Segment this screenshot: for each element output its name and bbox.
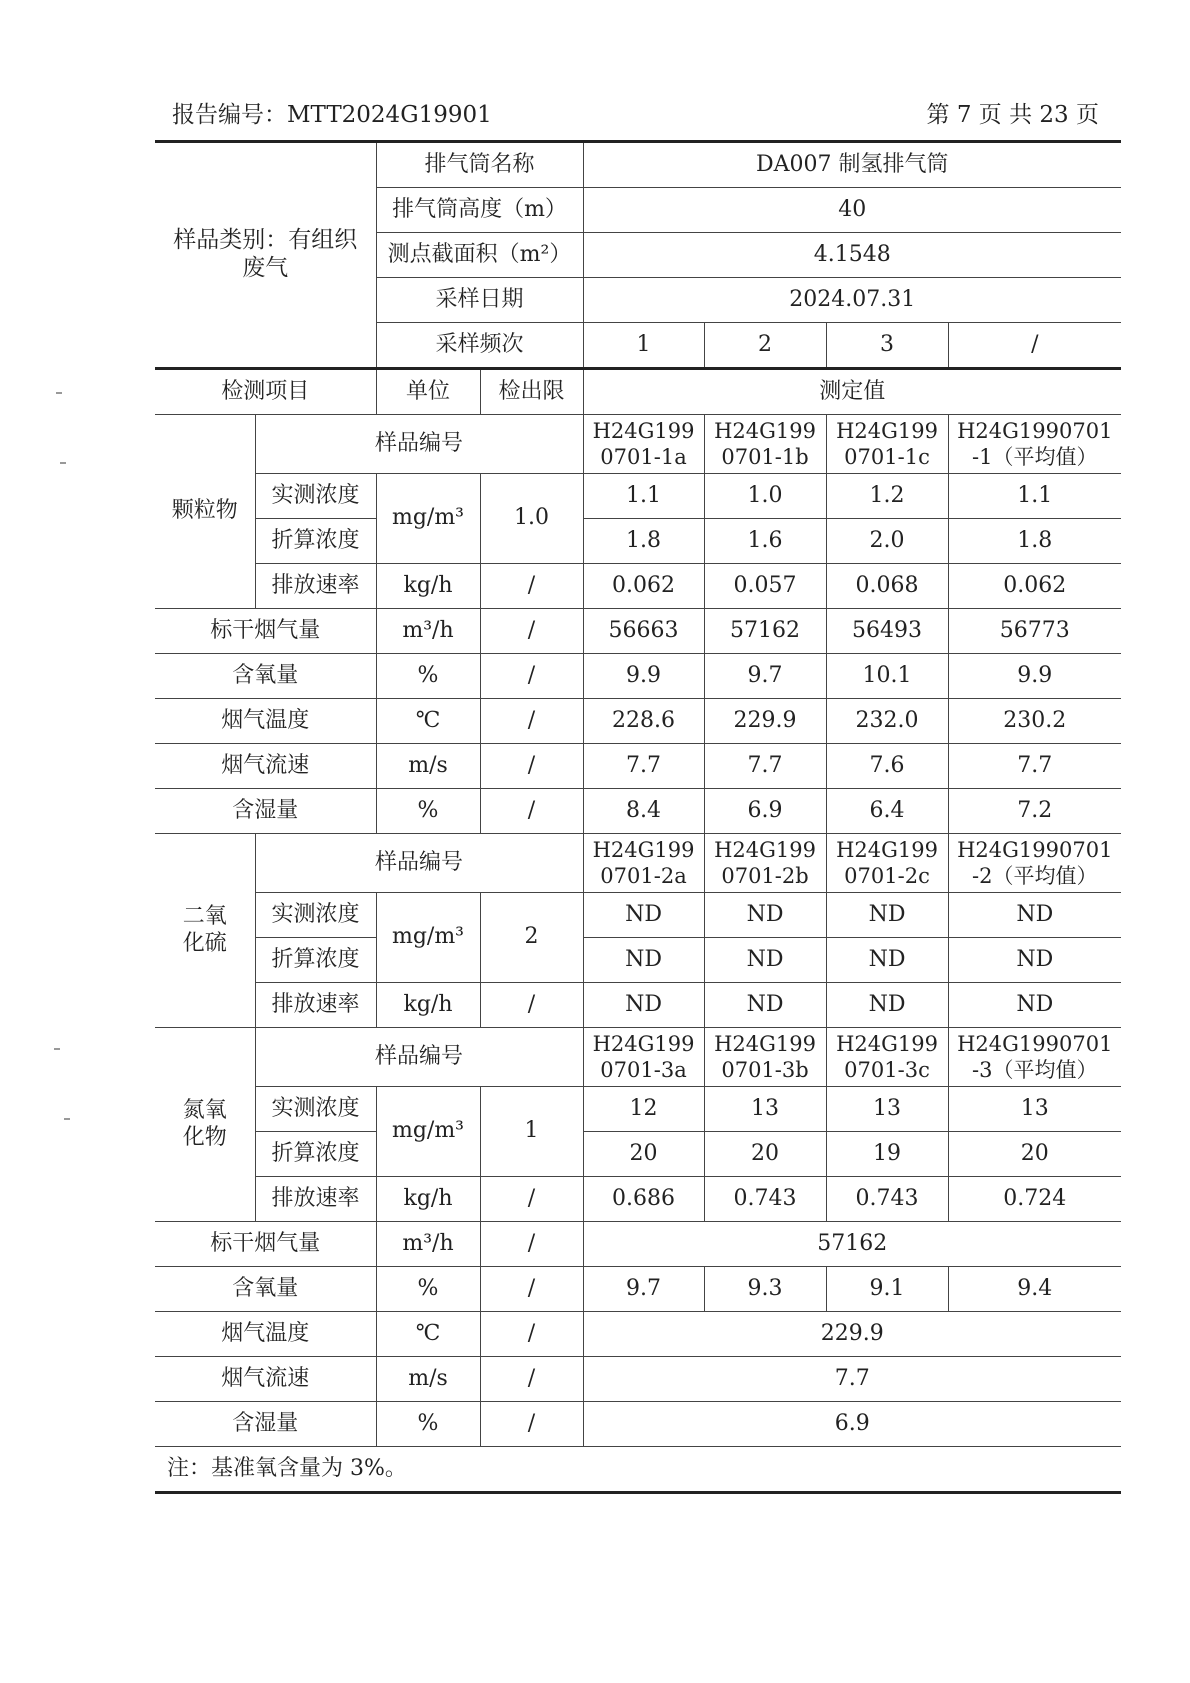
value-cell: 0.743 — [704, 1177, 826, 1222]
nox-measured-row — [155, 1087, 1121, 1132]
nox-sample-row — [155, 1028, 1121, 1087]
pm-rate-row — [155, 564, 1121, 609]
rate-label: 排放速率 — [255, 983, 376, 1028]
sample-id: H24G1990701 -2（平均值） — [948, 834, 1121, 893]
sample-id: H24G1990701 -3（平均值） — [948, 1028, 1121, 1087]
so2-name: 二氧 化硫 — [155, 834, 255, 1028]
value-cell: 1.1 — [948, 474, 1121, 519]
pm-humidity-row — [155, 789, 1121, 834]
speed-label: 烟气流速 — [155, 744, 376, 789]
so2-converted-row — [155, 938, 1121, 983]
unit-cell: m/s — [376, 744, 480, 789]
info-row-stack-name — [155, 142, 1121, 188]
value-cell: 57162 — [704, 609, 826, 654]
value-cell: 232.0 — [826, 699, 948, 744]
value-cell: 6.9 — [583, 1402, 1121, 1447]
value-cell: 0.062 — [948, 564, 1121, 609]
value-cell: 9.1 — [826, 1267, 948, 1312]
value-cell: 2.0 — [826, 519, 948, 564]
value-cell: 6.4 — [826, 789, 948, 834]
tail-oxygen-row — [155, 1267, 1121, 1312]
value-cell: 9.7 — [704, 654, 826, 699]
value-cell: ND — [704, 938, 826, 983]
unit-cell: ℃ — [376, 699, 480, 744]
value-cell: 0.724 — [948, 1177, 1121, 1222]
sample-no-label: 样品编号 — [255, 834, 583, 893]
value-cell: 12 — [583, 1087, 704, 1132]
sample-id: H24G199 0701-3a — [583, 1028, 704, 1087]
pm-measured-row — [155, 474, 1121, 519]
col-value: 测定值 — [583, 369, 1121, 415]
value-cell: 229.9 — [583, 1312, 1121, 1357]
rate-label: 排放速率 — [255, 564, 376, 609]
value-cell: 229.9 — [704, 699, 826, 744]
humidity-label: 含湿量 — [155, 1402, 376, 1447]
value-cell: 8.4 — [583, 789, 704, 834]
value-cell: 1.8 — [948, 519, 1121, 564]
value-cell: 20 — [948, 1132, 1121, 1177]
flow-label: 标干烟气量 — [155, 1222, 376, 1267]
flow-label: 标干烟气量 — [155, 609, 376, 654]
tail-speed-row — [155, 1357, 1121, 1402]
frequency-cell: / — [948, 323, 1121, 369]
unit-cell: % — [376, 654, 480, 699]
value-cell: ND — [826, 938, 948, 983]
nox-rate-row — [155, 1177, 1121, 1222]
sample-id: H24G199 0701-1b — [704, 415, 826, 474]
pm-sample-row — [155, 415, 1121, 474]
column-header-row — [155, 369, 1121, 415]
value-cell: 56773 — [948, 609, 1121, 654]
rate-label: 排放速率 — [255, 1177, 376, 1222]
sample-category: 样品类别：有组织废气 — [155, 142, 376, 369]
value-cell: 1.6 — [704, 519, 826, 564]
value-cell: 1.0 — [704, 474, 826, 519]
limit-cell: / — [480, 1357, 583, 1402]
value-cell: 7.2 — [948, 789, 1121, 834]
value-cell: 19 — [826, 1132, 948, 1177]
sample-id: H24G199 0701-1a — [583, 415, 704, 474]
stack-height: 40 — [583, 188, 1121, 233]
oxygen-label: 含氧量 — [155, 654, 376, 699]
tail-temp-row — [155, 1312, 1121, 1357]
value-cell: ND — [583, 938, 704, 983]
value-cell: 9.7 — [583, 1267, 704, 1312]
tail-flow-row — [155, 1222, 1121, 1267]
area-label: 测点截面积（m²） — [376, 233, 583, 278]
value-cell: 7.7 — [583, 1357, 1121, 1402]
pm-name: 颗粒物 — [155, 415, 255, 609]
oxygen-label: 含氧量 — [155, 1267, 376, 1312]
unit-cell: m³/h — [376, 609, 480, 654]
measured-label: 实测浓度 — [255, 893, 376, 938]
limit-cell: / — [480, 654, 583, 699]
value-cell: 7.7 — [948, 744, 1121, 789]
limit-cell: 1 — [480, 1087, 583, 1177]
stack-name-label: 排气筒名称 — [376, 142, 583, 188]
limit-cell: / — [480, 789, 583, 834]
value-cell: 7.7 — [583, 744, 704, 789]
unit-cell: ℃ — [376, 1312, 480, 1357]
so2-measured-row — [155, 893, 1121, 938]
measured-label: 实测浓度 — [255, 1087, 376, 1132]
limit-cell: / — [480, 564, 583, 609]
limit-cell: / — [480, 1402, 583, 1447]
value-cell: 0.743 — [826, 1177, 948, 1222]
stack-height-label: 排气筒高度（m） — [376, 188, 583, 233]
frequency-cell: 3 — [826, 323, 948, 369]
value-cell: 0.062 — [583, 564, 704, 609]
measured-label: 实测浓度 — [255, 474, 376, 519]
page-header — [172, 96, 1099, 136]
limit-cell: / — [480, 983, 583, 1028]
col-limit: 检出限 — [480, 369, 583, 415]
pm-converted-row — [155, 519, 1121, 564]
area: 4.1548 — [583, 233, 1121, 278]
converted-label: 折算浓度 — [255, 938, 376, 983]
limit-cell: / — [480, 1177, 583, 1222]
test-report-table — [155, 140, 1121, 1494]
value-cell: ND — [704, 893, 826, 938]
page-number: 第 7 页 共 23 页 — [926, 102, 1099, 128]
converted-label: 折算浓度 — [255, 519, 376, 564]
converted-label: 折算浓度 — [255, 1132, 376, 1177]
value-cell: ND — [826, 983, 948, 1028]
unit-cell: kg/h — [376, 564, 480, 609]
so2-rate-row — [155, 983, 1121, 1028]
unit-cell: % — [376, 1402, 480, 1447]
value-cell: 56663 — [583, 609, 704, 654]
unit-cell: kg/h — [376, 983, 480, 1028]
stack-name: DA007 制氢排气筒 — [583, 142, 1121, 188]
value-cell: 9.3 — [704, 1267, 826, 1312]
value-cell: 1.1 — [583, 474, 704, 519]
value-cell: 10.1 — [826, 654, 948, 699]
sample-id: H24G199 0701-1c — [826, 415, 948, 474]
limit-cell: / — [480, 699, 583, 744]
value-cell: 0.057 — [704, 564, 826, 609]
limit-cell: / — [480, 744, 583, 789]
value-cell: 20 — [704, 1132, 826, 1177]
limit-cell: / — [480, 1312, 583, 1357]
value-cell: 9.4 — [948, 1267, 1121, 1312]
date-label: 采样日期 — [376, 278, 583, 323]
value-cell: 13 — [948, 1087, 1121, 1132]
frequency-cell: 1 — [583, 323, 704, 369]
report-number: 报告编号：MTT2024G19901 — [172, 102, 492, 128]
col-item: 检测项目 — [155, 369, 376, 415]
value-cell: ND — [826, 893, 948, 938]
sample-id: H24G199 0701-3c — [826, 1028, 948, 1087]
note-row — [155, 1447, 1121, 1493]
value-cell: 20 — [583, 1132, 704, 1177]
unit-cell: kg/h — [376, 1177, 480, 1222]
sample-no-label: 样品编号 — [255, 415, 583, 474]
limit-cell: 1.0 — [480, 474, 583, 564]
pm-temp-row — [155, 699, 1121, 744]
value-cell: 7.7 — [704, 744, 826, 789]
sample-date: 2024.07.31 — [583, 278, 1121, 323]
sample-id: H24G199 0701-2c — [826, 834, 948, 893]
nox-converted-row — [155, 1132, 1121, 1177]
value-cell: 1.8 — [583, 519, 704, 564]
value-cell: 9.9 — [948, 654, 1121, 699]
limit-cell: / — [480, 1267, 583, 1312]
value-cell: 1.2 — [826, 474, 948, 519]
scan-speck — [56, 392, 62, 394]
value-cell: ND — [704, 983, 826, 1028]
unit-cell: % — [376, 789, 480, 834]
value-cell: 9.9 — [583, 654, 704, 699]
limit-cell: 2 — [480, 893, 583, 983]
value-cell: ND — [583, 893, 704, 938]
value-cell: 57162 — [583, 1222, 1121, 1267]
value-cell: 0.686 — [583, 1177, 704, 1222]
value-cell: 56493 — [826, 609, 948, 654]
value-cell: 230.2 — [948, 699, 1121, 744]
unit-cell: m/s — [376, 1357, 480, 1402]
value-cell: ND — [583, 983, 704, 1028]
note: 注：基准氧含量为 3%。 — [155, 1447, 1121, 1493]
limit-cell: / — [480, 609, 583, 654]
value-cell: 7.6 — [826, 744, 948, 789]
so2-sample-row — [155, 834, 1121, 893]
sample-no-label: 样品编号 — [255, 1028, 583, 1087]
value-cell: ND — [948, 893, 1121, 938]
sample-id: H24G199 0701-2b — [704, 834, 826, 893]
unit-cell: mg/m³ — [376, 1087, 480, 1177]
scan-speck — [54, 1048, 60, 1050]
limit-cell: / — [480, 1222, 583, 1267]
pm-flow-row — [155, 609, 1121, 654]
sample-id: H24G199 0701-2a — [583, 834, 704, 893]
sample-id: H24G199 0701-3b — [704, 1028, 826, 1087]
value-cell: 0.068 — [826, 564, 948, 609]
value-cell: 13 — [704, 1087, 826, 1132]
value-cell: ND — [948, 983, 1121, 1028]
unit-cell: mg/m³ — [376, 474, 480, 564]
sample-id: H24G1990701 -1（平均值） — [948, 415, 1121, 474]
scan-speck — [64, 1118, 70, 1120]
unit-cell: mg/m³ — [376, 893, 480, 983]
nox-name: 氮氧 化物 — [155, 1028, 255, 1222]
scan-speck — [60, 462, 66, 464]
pm-oxygen-row — [155, 654, 1121, 699]
value-cell: ND — [948, 938, 1121, 983]
unit-cell: m³/h — [376, 1222, 480, 1267]
tail-humidity-row — [155, 1402, 1121, 1447]
col-unit: 单位 — [376, 369, 480, 415]
frequency-label: 采样频次 — [376, 323, 583, 369]
value-cell: 13 — [826, 1087, 948, 1132]
frequency-cell: 2 — [704, 323, 826, 369]
value-cell: 6.9 — [704, 789, 826, 834]
temp-label: 烟气温度 — [155, 699, 376, 744]
humidity-label: 含湿量 — [155, 789, 376, 834]
temp-label: 烟气温度 — [155, 1312, 376, 1357]
pm-speed-row — [155, 744, 1121, 789]
value-cell: 228.6 — [583, 699, 704, 744]
unit-cell: % — [376, 1267, 480, 1312]
speed-label: 烟气流速 — [155, 1357, 376, 1402]
